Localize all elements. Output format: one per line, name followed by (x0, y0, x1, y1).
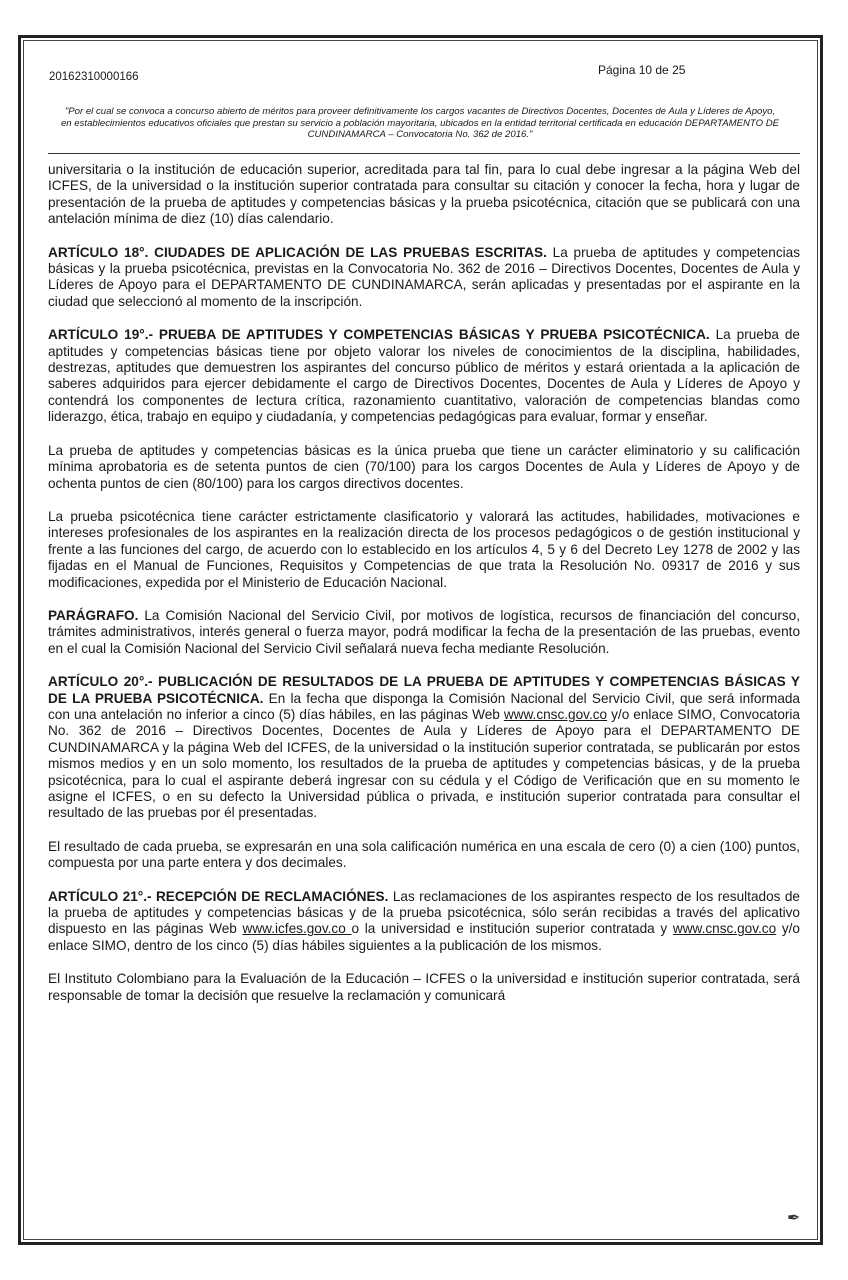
page-number: Página 10 de 25 (598, 63, 686, 77)
paragraph: El Instituto Colombiano para la Evaluación de la Educación – ICFES o la universidad e institución superior contratada, será responsable de tomar la decisión que resuelve la reclamación y comunicará (48, 971, 800, 1003)
article-title: ARTÍCULO 21°.- RECEPCIÓN DE RECLAMACIÓNES. (48, 888, 389, 904)
article-20 (48, 674, 800, 822)
article-text: o la universidad e institución superior contratada y (351, 921, 673, 937)
document-number: 20162310000166 (49, 71, 139, 83)
paragrafo-text: La Comisión Nacional del Servicio Civil, por motivos de logística, recursos de financiación del concurso, trámites administrativos, interés general o fuerza mayor, podrá modificar la fecha de la presentación de las pruebas, evento en el cual la Comisión Nacional del Servicio Civil señalará nueva fecha mediante Resolución. (48, 607, 800, 656)
paragrafo-title: PARÁGRAFO. (48, 607, 139, 623)
cnsc-link[interactable]: www.cnsc.gov.co (672, 921, 777, 937)
article-text: La prueba de aptitudes y competencias básicas y la prueba psicotécnica, previstas en la Convocatoria No. 362 de 2016 – Directivos Docentes, Docentes de Aula y Líderes de Apoyo para el DEPARTAMENTO DE CUNDINAMARCA, serán aplicadas y presentadas por el aspirante en la ciudad que seleccionó al momento de la inscripción. (48, 244, 800, 309)
article-text: La prueba de aptitudes y competencias básicas tiene por objeto valorar los niveles de conocimientos de la disciplina, habilidades, destrezas, aptitudes que demuestren los aspirantes del concurso público de méritos y estará orientada a la aplicación de saberes adquiridos para ejercer debidamente el cargo de Directivos Docentes, Docentes de Aula y Líderes de Apoyo y contendrá los componentes de lectura crítica, razonamiento cuantitativo, valoración de competencias blandas como liderazgo, ética, trabajo en equipo y ciudadanía, y competencias pedagógicas para evaluar, formar y enseñar. (48, 327, 800, 425)
paragraph: La prueba de aptitudes y competencias básicas es la única prueba que tiene un carácter eliminatorio y su calificación mínima aprobatoria es de setenta puntos de cien (70/100) para los cargos Docentes de Aula y Líderes de Apoyo y de ochenta puntos de cien (80/100) para los cargos directivos docentes. (48, 442, 800, 491)
article-title: ARTÍCULO 19°.- PRUEBA DE APTITUDES Y COMPETENCIAS BÁSICAS Y PRUEBA PSICOTÉCNICA. (48, 327, 710, 343)
header-caption: "Por el cual se convoca a concurso abierto de méritos para proveer definitivamente los cargos vacantes de Directivos Docentes, Docentes de Aula y Líderes de Apoyo, en establecimientos educativos oficiales que prestan su servicio a población mayoritaria, ubicados en la entidad territorial certificada en educación DEPARTAMENTO DE CUNDINAMARCA – Convocatoria No. 362 de 2016." (60, 106, 780, 140)
article-text: En la fecha que disponga la Comisión Nacional del Servicio Civil, que será informada con una antelación no inferior a cinco (5) días hábiles, en las páginas Web (48, 690, 800, 722)
article-title: ARTÍCULO 18°. CIUDADES DE APLICACIÓN DE LAS PRUEBAS ESCRITAS. (48, 244, 547, 260)
article-text: y/o enlace SIMO, dentro de los cinco (5) días hábiles siguientes a la publicación de los mismos. (48, 921, 800, 953)
header-divider (48, 153, 800, 154)
article-21 (48, 889, 800, 955)
paragrafo (48, 608, 800, 657)
paragraph: universitaria o la institución de educación superior, acreditada para tal fin, para lo cual debe ingresar a la página Web del ICFES, de la universidad o la institución superior contratada para consultar su citación y conocer la fecha, hora y lugar de presentación de la prueba de aptitudes y competencias básicas y la prueba psicotécnica, citación que se publicará con una antelación mínima de diez (10) días calendario. (48, 162, 800, 227)
cnsc-link[interactable]: www.cnsc.gov.co (503, 706, 608, 722)
initials-stamp-icon: ✒ (787, 1210, 801, 1227)
article-18 (48, 245, 800, 311)
article-text: Las reclamaciones de los aspirantes respecto de los resultados de la prueba de aptitudes y competencias básicas y de la prueba psicotécnica, sólo serán recibidas a través del aplicativo dispuesto en las páginas Web (48, 888, 800, 937)
paragraph: El resultado de cada prueba, se expresarán en una sola calificación numérica en una escala de cero (0) a cien (100) puntos, compuesta por una parte entera y dos decimales. (48, 838, 800, 871)
article-19 (48, 327, 800, 425)
article-title: ARTÍCULO 20°.- PUBLICACIÓN DE RESULTADOS DE LA PRUEBA DE APTITUDES Y COMPETENCIAS BÁSICAS Y DE LA PRUEBA PSICOTÉCNICA. (48, 674, 800, 706)
document-body (48, 162, 800, 1021)
paragraph: La prueba psicotécnica tiene carácter estrictamente clasificatorio y valorará las actitudes, habilidades, motivaciones e intereses profesionales de los aspirantes en la realización directa de los procesos pedagógicos o de gestión institucional y frente a las funciones del cargo, de acuerdo con lo establecido en los artículos 4, 5 y 6 del Decreto Ley 1278 de 2002 y las fijadas en el Manual de Funciones, Requisitos y Competencias de que trata la Resolución No. 09317 de 2016 y sus modificaciones, expedida por el Ministerio de Educación Nacional. (48, 508, 800, 590)
article-text: y/o enlace SIMO, Convocatoria No. 362 de 2016 – Directivos Docentes, Docentes de Aula y Líderes de Apoyo para el DEPARTAMENTO DE CUNDINAMARCA y la página Web del ICFES, de la universidad o la institución superior contratada, se publicarán por estos mismos medios y en un solo momento, los resultados de la prueba de aptitudes y competencias básicas, y de la prueba psicotécnica, para lo cual el aspirante deberá ingresar con su cédula y el Código de Verificación que en su momento le asigne el ICFES, o en su defecto la Universidad pública o privada, e institución superior contratada para consultar el resultado de las pruebas por él presentadas. (48, 706, 800, 821)
icfes-link[interactable]: www.icfes.gov.co (242, 921, 352, 937)
